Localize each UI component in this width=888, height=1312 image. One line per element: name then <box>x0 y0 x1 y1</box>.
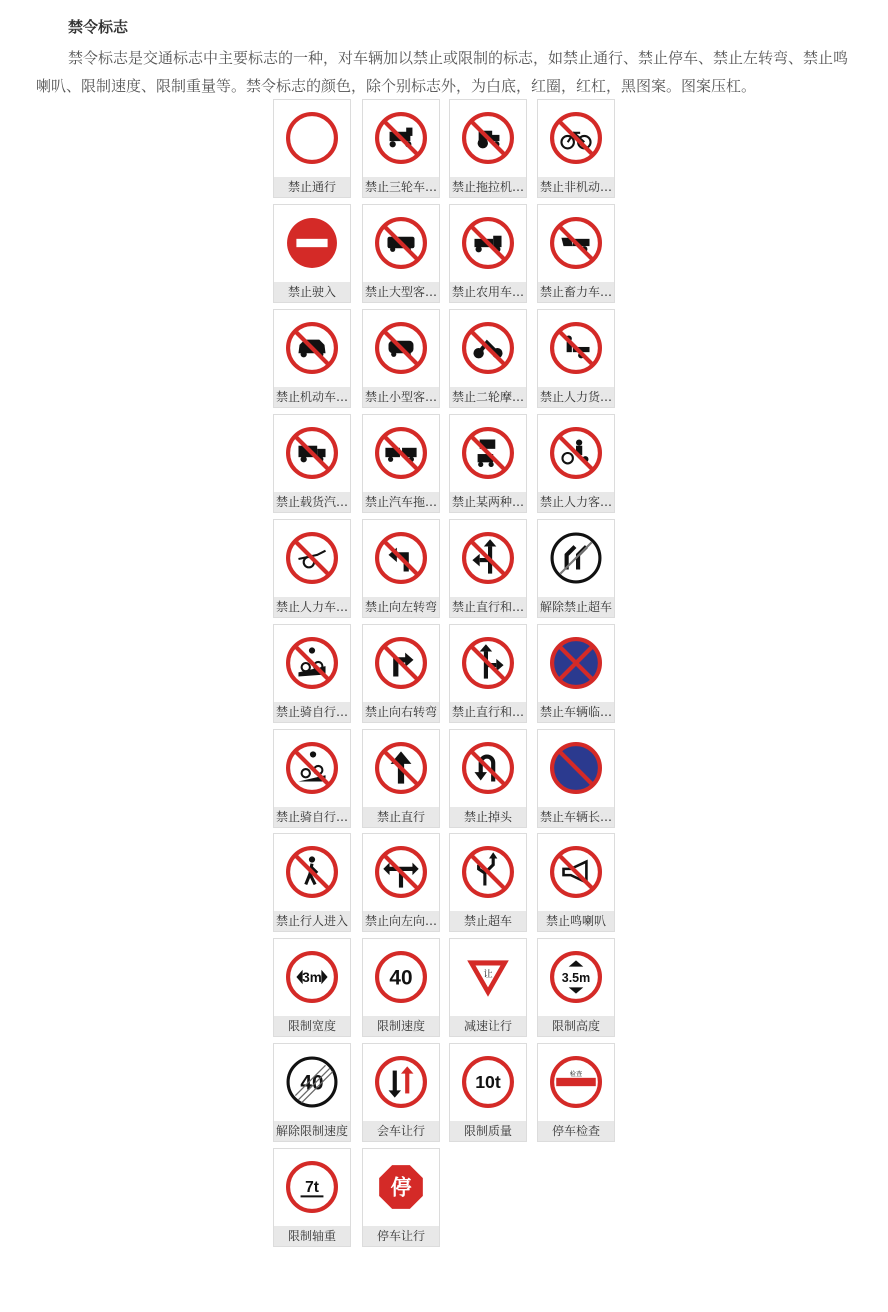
sign-card[interactable] <box>273 519 351 618</box>
sign-label: 禁止拖拉机… <box>450 177 526 197</box>
sign-card[interactable] <box>362 1148 440 1247</box>
no-bicycle-icon <box>538 100 614 176</box>
no-motor-vehicle-icon <box>274 310 350 386</box>
sign-label: 限制质量 <box>450 1121 526 1141</box>
sign-label: 禁止大型客… <box>363 282 439 302</box>
no-entry-ring-icon <box>274 100 350 176</box>
sign-label: 禁止小型客… <box>363 387 439 407</box>
sign-label: 停车让行 <box>363 1226 439 1246</box>
sign-label: 禁止直行和… <box>450 702 526 722</box>
sign-label: 禁止机动车… <box>274 387 350 407</box>
width-limit-icon <box>274 939 350 1015</box>
yield-icon <box>450 939 526 1015</box>
svg-text:让: 让 <box>483 969 493 980</box>
no-rickshaw-icon <box>538 415 614 491</box>
sign-card[interactable] <box>273 624 351 723</box>
sign-label: 禁止掉头 <box>450 807 526 827</box>
sign-card[interactable] <box>537 414 615 513</box>
sign-card[interactable] <box>537 833 615 932</box>
no-overtaking-icon <box>450 834 526 910</box>
no-right-turn-icon <box>363 625 439 701</box>
sign-label: 禁止驶入 <box>274 282 350 302</box>
no-tractor-icon <box>450 100 526 176</box>
no-trailer-icon <box>363 415 439 491</box>
sign-label: 解除禁止超车 <box>538 597 614 617</box>
svg-text:停: 停 <box>390 1175 412 1200</box>
stop-sign-icon <box>363 1149 439 1225</box>
sign-card[interactable] <box>273 309 351 408</box>
sign-label: 禁止某两种… <box>450 492 526 512</box>
no-stopping-icon <box>538 625 614 701</box>
intro-paragraph: 禁令标志是交通标志中主要标志的一种，对车辆加以禁止或限制的标志，如禁止通行、禁止停车、禁止左转弯、禁止鸣喇叭、限制速度、限制重量等。禁令标志的颜色，除个别标志外，为白底，红圈，红杠，黑图案。图案压杠。 <box>36 49 849 95</box>
no-parking-icon <box>538 730 614 806</box>
svg-text:7t: 7t <box>305 1179 319 1197</box>
sign-label: 禁止骑自行… <box>274 702 350 722</box>
sign-card[interactable] <box>449 204 527 303</box>
sign-label: 禁止非机动… <box>538 177 614 197</box>
sign-label: 禁止人力货… <box>538 387 614 407</box>
sign-label: 停车检查 <box>538 1121 614 1141</box>
sign-card[interactable] <box>273 938 351 1037</box>
axle-weight-limit-icon <box>274 1149 350 1225</box>
sign-card[interactable] <box>362 624 440 723</box>
sign-card[interactable] <box>537 99 615 198</box>
give-way-oncoming-icon <box>363 1044 439 1120</box>
sign-label: 禁止向右转弯 <box>363 702 439 722</box>
no-straight-right-icon <box>450 625 526 701</box>
sign-label: 禁止通行 <box>274 177 350 197</box>
sign-label: 禁止直行和… <box>450 597 526 617</box>
sign-card[interactable] <box>449 624 527 723</box>
no-straight-icon <box>363 730 439 806</box>
sign-label: 禁止农用车… <box>450 282 526 302</box>
no-cycling-up-icon <box>274 730 350 806</box>
no-cycling-down-icon <box>274 625 350 701</box>
sign-card[interactable] <box>273 99 351 198</box>
sign-label: 限制宽度 <box>274 1016 350 1036</box>
sign-label: 禁止超车 <box>450 911 526 931</box>
sign-card[interactable] <box>362 729 440 828</box>
sign-card[interactable] <box>273 204 351 303</box>
sign-card[interactable] <box>537 938 615 1037</box>
no-hand-freight-icon <box>538 310 614 386</box>
svg-text:40: 40 <box>389 966 413 990</box>
sign-card[interactable] <box>449 1043 527 1142</box>
sign-card[interactable] <box>362 204 440 303</box>
sign-label: 解除限制速度 <box>274 1121 350 1141</box>
sign-label: 禁止车辆长… <box>538 807 614 827</box>
sign-label: 禁止人力客… <box>538 492 614 512</box>
height-limit-icon <box>538 939 614 1015</box>
sign-label: 限制轴重 <box>274 1226 350 1246</box>
no-small-bus-icon <box>363 310 439 386</box>
no-two-types-icon <box>450 415 526 491</box>
sign-card[interactable] <box>273 1043 351 1142</box>
no-motorcycle-icon <box>450 310 526 386</box>
sign-label: 禁止人力车… <box>274 597 350 617</box>
end-no-overtaking-icon <box>538 520 614 596</box>
sign-label: 禁止畜力车… <box>538 282 614 302</box>
sign-card[interactable] <box>449 833 527 932</box>
sign-card[interactable] <box>537 624 615 723</box>
sign-label: 会车让行 <box>363 1121 439 1141</box>
sign-card[interactable] <box>449 309 527 408</box>
page-title: 禁令标志 <box>68 18 129 36</box>
svg-text:检查: 检查 <box>569 1070 583 1078</box>
no-farm-vehicle-icon <box>450 205 526 281</box>
no-u-turn-icon <box>450 730 526 806</box>
sign-label: 禁止三轮车… <box>363 177 439 197</box>
sign-card[interactable] <box>449 519 527 618</box>
sign-label: 禁止向左转弯 <box>363 597 439 617</box>
no-left-right-icon <box>363 834 439 910</box>
sign-label: 禁止向左向… <box>363 911 439 931</box>
sign-label: 禁止载货汽… <box>274 492 350 512</box>
no-horn-icon <box>538 834 614 910</box>
sign-label: 限制速度 <box>363 1016 439 1036</box>
no-left-turn-icon <box>363 520 439 596</box>
no-tricycle-icon <box>363 100 439 176</box>
end-speed-limit-icon <box>274 1044 350 1120</box>
no-animal-cart-icon <box>538 205 614 281</box>
sign-card[interactable] <box>362 414 440 513</box>
sign-label: 禁止骑自行… <box>274 807 350 827</box>
svg-text:3.5m: 3.5m <box>561 971 591 986</box>
svg-text:10t: 10t <box>475 1072 501 1093</box>
sign-card[interactable] <box>449 414 527 513</box>
stop-inspection-icon <box>538 1044 614 1120</box>
no-straight-left-icon <box>450 520 526 596</box>
sign-label: 限制高度 <box>538 1016 614 1036</box>
svg-text:40: 40 <box>300 1071 324 1095</box>
sign-card[interactable] <box>362 833 440 932</box>
sign-card[interactable] <box>362 519 440 618</box>
no-truck-icon <box>274 415 350 491</box>
sign-card[interactable] <box>362 938 440 1037</box>
sign-card[interactable] <box>537 309 615 408</box>
sign-card[interactable] <box>537 204 615 303</box>
sign-card[interactable] <box>537 1043 615 1142</box>
sign-label: 禁止鸣喇叭 <box>538 911 614 931</box>
sign-card[interactable] <box>537 519 615 618</box>
sign-card[interactable] <box>449 938 527 1037</box>
sign-card[interactable] <box>537 729 615 828</box>
sign-card[interactable] <box>449 729 527 828</box>
sign-card[interactable] <box>449 99 527 198</box>
sign-label: 禁止二轮摩… <box>450 387 526 407</box>
weight-limit-icon <box>450 1044 526 1120</box>
no-pedestrian-icon <box>274 834 350 910</box>
sign-label: 禁止车辆临… <box>538 702 614 722</box>
sign-card[interactable] <box>273 1148 351 1247</box>
sign-label: 禁止直行 <box>363 807 439 827</box>
do-not-enter-icon <box>274 205 350 281</box>
svg-text:3m: 3m <box>302 970 322 986</box>
sign-card[interactable] <box>362 1043 440 1142</box>
sign-card[interactable] <box>362 309 440 408</box>
no-handcart-icon <box>274 520 350 596</box>
sign-card[interactable] <box>273 414 351 513</box>
sign-card[interactable] <box>273 729 351 828</box>
sign-card[interactable] <box>273 833 351 932</box>
sign-card[interactable] <box>362 99 440 198</box>
sign-label: 禁止行人进入 <box>274 911 350 931</box>
speed-limit-icon <box>363 939 439 1015</box>
sign-label: 减速让行 <box>450 1016 526 1036</box>
no-bus-icon <box>363 205 439 281</box>
sign-label: 禁止汽车拖… <box>363 492 439 512</box>
